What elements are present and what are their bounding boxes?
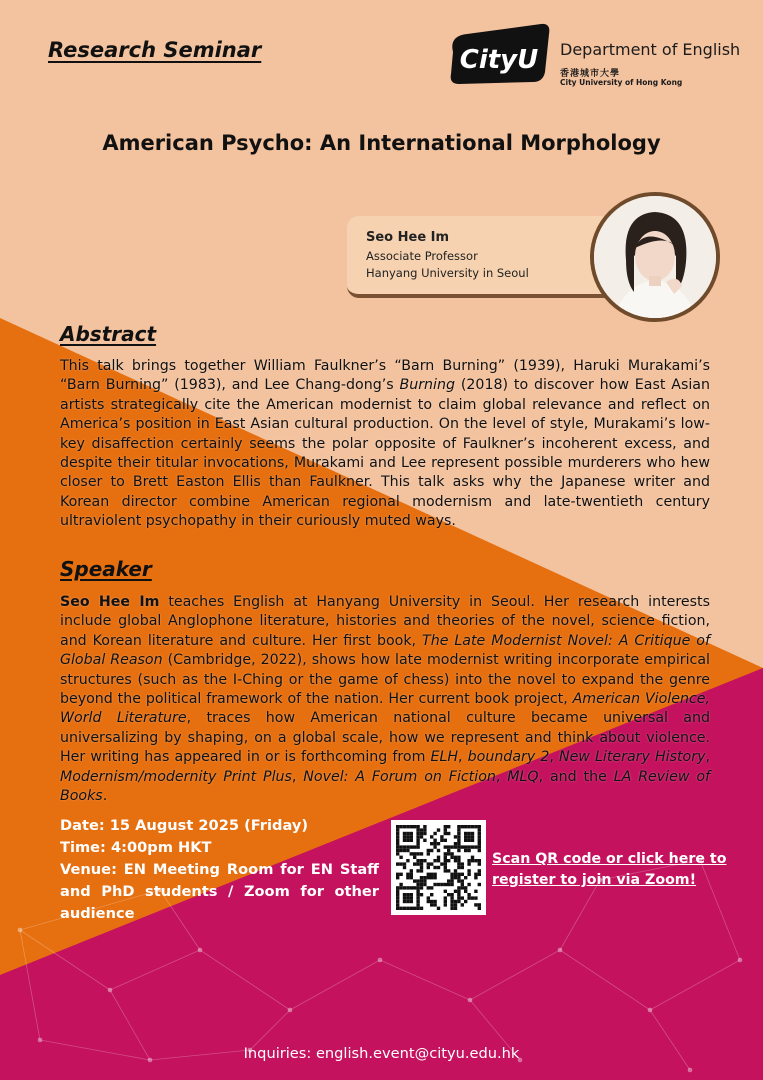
speaker-segment: American Violence, World Literature	[60, 691, 711, 727]
speaker-card-name: Seo Hee Im	[366, 230, 450, 245]
speaker-segment: Modernism/modernity Print Plus	[60, 768, 292, 785]
speaker-segment: boundary 2	[467, 749, 550, 766]
speaker-segment: (Cambridge, 2022), shows how late modernist writing incorporate empirical structures (such as the I-Ching or the game of chess) into the novel to expand the genre beyond the political framework of the nation. Her current book project,	[60, 652, 710, 708]
speaker-segment: .	[102, 788, 108, 805]
university-name-en: City University of Hong Kong	[560, 78, 683, 87]
logo-text: CityU	[459, 45, 539, 75]
speaker-segment: teaches English at Hanyang University in Seoul. Her research interests include global Anglophone literature, histories and theories of the novel, science fiction, and Korean literature and culture. Her first book,	[60, 594, 710, 649]
speaker-segment: MLQ	[507, 768, 539, 785]
seminar-title: American Psycho: An International Morphology	[102, 131, 661, 155]
abstract-segment: This talk brings together William Faulkner’s “Barn Burning” (1939), Haruki Murakami’s “Barn Burning” (1983), and Lee Chang-dong’s	[60, 358, 710, 394]
speaker-segment: ,	[549, 749, 559, 766]
speaker-heading: Speaker	[60, 557, 152, 581]
speaker-segment: ELH	[430, 749, 459, 766]
speaker-segment: The Late Modernist Novel: A Critique of Global Reason	[60, 632, 710, 669]
seminar-label: Research Seminar	[48, 38, 262, 62]
speaker-segment: , and the	[538, 768, 614, 785]
event-time: Time: 4:00pm HKT	[60, 839, 212, 856]
speaker-segment: New Literary History	[558, 749, 706, 766]
speaker-segment: LA Review of Books	[60, 768, 710, 805]
abstract-segment: Burning	[399, 377, 455, 394]
registration-qr-code[interactable]	[391, 820, 486, 915]
abstract-segment: (2018) to discover how East Asian artists strategically cite the American modernist to claim global relevance and reflect on America’s position in East Asian cultural production. On the level of style, Murakami’s low-key disaffection certainly seems the polar opposite of Faulkner’s incoherent excess, and despite their titular invocations, Murakami and Lee represent possible murderers who hew closer to Brett Easton Ellis than Faulkner. This talk asks why the Japanese writer and Korean director combine American regional modernism and late-twentieth century ultraviolent psychopathy in their curiously muted ways.	[60, 377, 710, 530]
university-name-zh: 香港城市大學	[560, 69, 621, 79]
department-name: Department of English	[560, 40, 741, 59]
speaker-segment: ,	[291, 768, 304, 785]
speaker-segment: , traces how American national culture became universal and universalizing by shaping, on a global scale, how we represent and think about violence. Her writing has appeared in or is forthcoming from	[60, 710, 710, 766]
event-venue: Venue: EN Meeting Room for EN Staff and PhD students / Zoom for other audience	[60, 861, 379, 922]
abstract-heading: Abstract	[60, 322, 157, 346]
zoom-registration-link[interactable]: Scan QR code or click here to register to join via Zoom!	[492, 851, 727, 888]
cityu-logo	[445, 22, 553, 86]
speaker-segment: Novel: A Forum on Fiction	[303, 768, 496, 785]
speaker-card-affiliation: Hanyang University in Seoul	[366, 266, 529, 280]
speaker-bio	[60, 593, 710, 806]
event-date: Date: 15 August 2025 (Friday)	[60, 817, 309, 834]
speaker-segment: ,	[458, 749, 468, 766]
abstract-text	[60, 357, 710, 532]
speaker-segment: ,	[495, 768, 508, 785]
speaker-segment: ,	[705, 749, 710, 766]
speaker-segment: Seo Hee Im	[60, 594, 160, 610]
inquiries-contact: Inquiries: english.event@cityu.edu.hk	[243, 1045, 520, 1062]
speaker-card-role: Associate Professor	[366, 249, 478, 263]
speaker-photo	[590, 192, 720, 322]
